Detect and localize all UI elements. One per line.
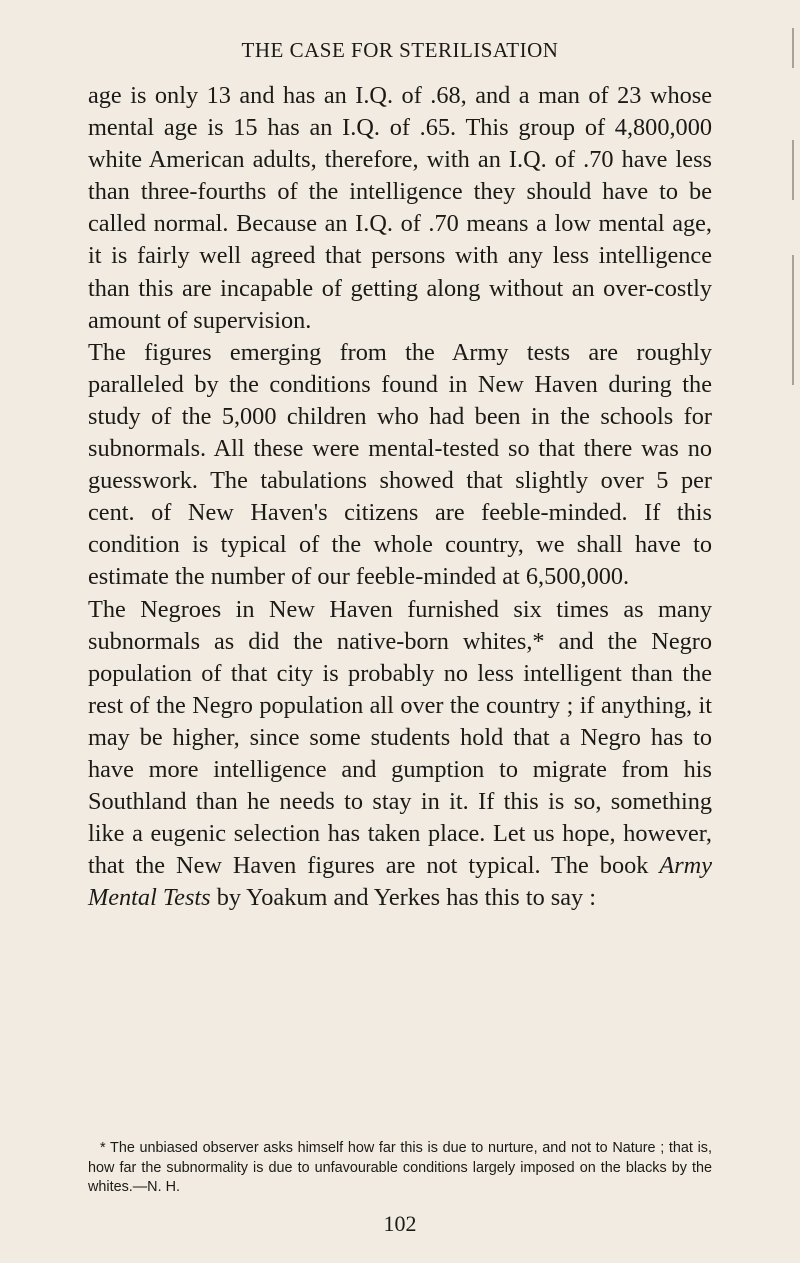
paragraph-3 bbox=[88, 594, 712, 915]
running-head: THE CASE FOR STERILISATION bbox=[241, 38, 559, 62]
body-text bbox=[88, 80, 712, 914]
footnote: * The unbiased observer asks himself how far this is due to nurture, and not to Nature ; that is, how far the subnormality is due to unfavourable conditions largely imposed on the blacks by the whites.—N. H. bbox=[88, 1140, 712, 1195]
page-edge-shadow-middle bbox=[792, 140, 794, 200]
paragraph-3-text-end: by Yoakum and Yerkes has this to say : bbox=[210, 884, 597, 912]
page-edge-shadow-lower bbox=[792, 255, 794, 385]
paragraph-1: age is only 13 and has an I.Q. of .68, and a man of 23 whose mental age is 15 has an I.Q. of .65. This group of 4,800,000 white American adults, therefore, with an I.Q. of .70 have less than three-fourths of the intelligence they should have to be called normal. Because an I.Q. of .70 means a low mental age, it is fairly well agreed that persons with any less intelligence than this are incapable of getting along without an over-costly amount of supervision. bbox=[88, 82, 712, 334]
paragraph-2: The figures emerging from the Army tests are roughly paralleled by the conditions found in New Haven during the study of the 5,000 children who had been in the schools for subnormals. All these were mental-tested so that there was no guesswork. The tabulations showed that slightly over 5 per cent. of New Haven's citizens are feeble-minded. If this condition is typical of the whole country, we shall have to estimate the number of our feeble-minded at 6,500,000. bbox=[88, 338, 712, 591]
page-number: 102 bbox=[383, 1211, 417, 1236]
book-title: Army Mental Tests bbox=[88, 852, 712, 912]
paragraph-3-text-start: The Negroes in New Haven furnished six times as many subnormals as did the native-born whites,* and the Negro population of that city is probably no less intelligent than the rest of the Negro population all over the country ; if anything, it may be higher, since some students hold that a Negro has to have more intelligence and gumption to migrate from his Southland than he needs to stay in it. If this is so, something like a eugenic selection has taken place. Let us hope, however, that the New Haven figures are not typical. The book bbox=[88, 595, 712, 880]
